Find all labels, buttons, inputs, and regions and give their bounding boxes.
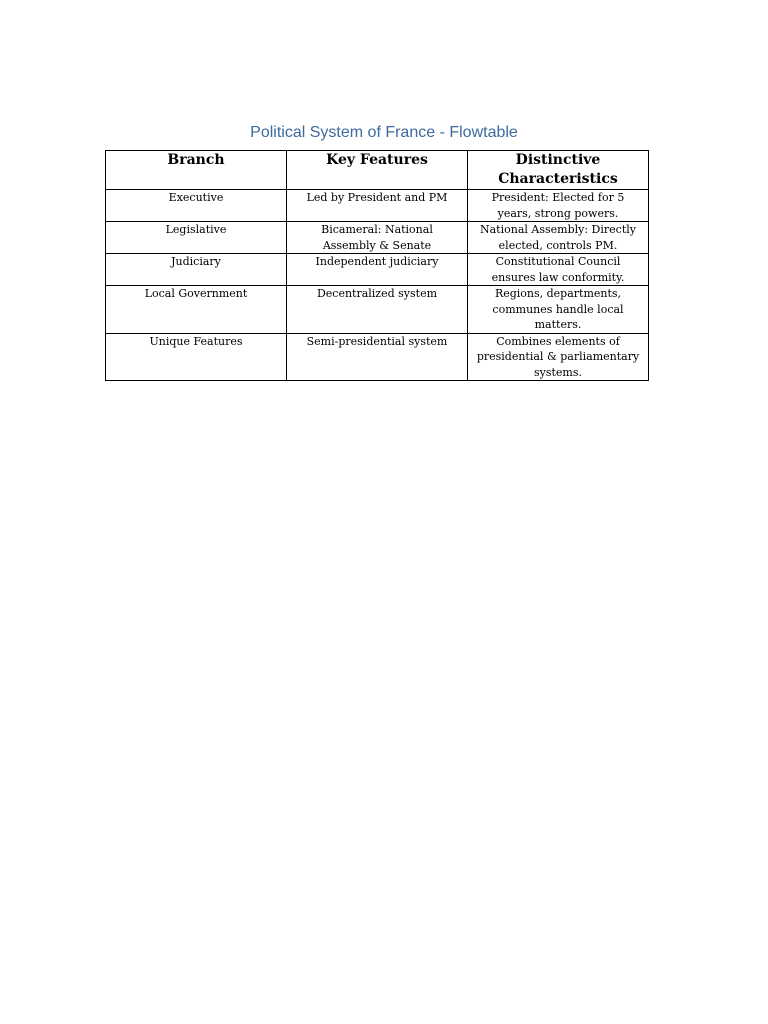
cell-branch: Local Government — [106, 286, 287, 334]
table-row — [106, 333, 649, 381]
cell-branch: Executive — [106, 190, 287, 222]
flowtable — [105, 150, 649, 381]
table-row — [106, 286, 649, 334]
cell-branch: Legislative — [106, 222, 287, 254]
cell-branch: Judiciary — [106, 254, 287, 286]
cell-branch: Unique Features — [106, 333, 287, 381]
cell-key-features: Independent judiciary — [287, 254, 468, 286]
table-row — [106, 254, 649, 286]
table-row — [106, 190, 649, 222]
document-title: Political System of France - Flowtable — [250, 124, 518, 141]
cell-characteristics: National Assembly: Directly elected, controls PM. — [468, 222, 649, 254]
cell-key-features: Semi-presidential system — [287, 333, 468, 381]
cell-characteristics: President: Elected for 5 years, strong powers. — [468, 190, 649, 222]
table-row — [106, 222, 649, 254]
cell-characteristics: Regions, departments, communes handle local matters. — [468, 286, 649, 334]
cell-characteristics: Combines elements of presidential & parliamentary systems. — [468, 333, 649, 381]
cell-characteristics: Constitutional Council ensures law conformity. — [468, 254, 649, 286]
header-branch: Branch — [106, 151, 287, 190]
cell-key-features: Led by President and PM — [287, 190, 468, 222]
header-distinctive-characteristics: Distinctive Characteristics — [468, 151, 649, 190]
cell-key-features: Bicameral: National Assembly & Senate — [287, 222, 468, 254]
table-header-row — [106, 151, 649, 190]
header-key-features: Key Features — [287, 151, 468, 190]
cell-key-features: Decentralized system — [287, 286, 468, 334]
